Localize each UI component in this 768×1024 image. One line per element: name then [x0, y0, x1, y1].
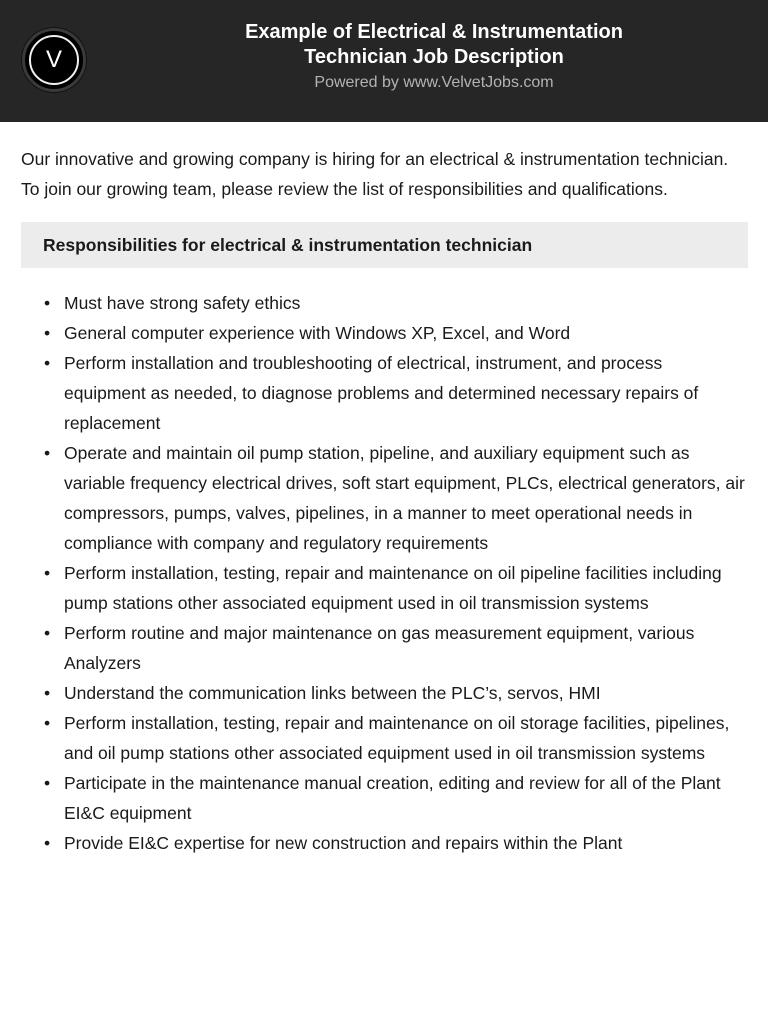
- intro-paragraph: Our innovative and growing company is hiring for an electrical & instrumentation technician. To join our growing team, please review the list of responsibilities and qualifications.: [21, 149, 729, 199]
- list-item-text: General computer experience with Windows XP, Excel, and Word: [64, 323, 571, 343]
- list-item: [44, 828, 748, 858]
- list-item: [44, 618, 748, 678]
- list-item-text: Participate in the maintenance manual creation, editing and review for all of the Plant EI&C equipment: [64, 773, 721, 823]
- list-item-text: Perform routine and major maintenance on gas measurement equipment, various Analyzers: [64, 623, 695, 673]
- list-item-text: Perform installation and troubleshooting of electrical, instrument, and process equipment as needed, to diagnose problems and determined necessary repairs of replacement: [64, 353, 699, 433]
- bullet-icon: •: [44, 713, 51, 733]
- page-title: Example of Electrical & Instrumentation Technician Job Description: [245, 21, 623, 68]
- main-content: [0, 122, 768, 858]
- logo-letter: V: [29, 35, 79, 85]
- responsibilities-list: [21, 288, 748, 858]
- list-item: [44, 318, 748, 348]
- bullet-icon: •: [44, 833, 51, 853]
- list-item: [44, 708, 748, 768]
- bullet-icon: •: [44, 293, 51, 313]
- bullet-icon: •: [44, 683, 51, 703]
- list-item: [44, 438, 748, 558]
- bullet-icon: •: [44, 563, 51, 583]
- list-item: [44, 558, 748, 618]
- header-text: [100, 20, 768, 92]
- list-item: [44, 768, 748, 828]
- bullet-icon: •: [44, 623, 51, 643]
- list-item-text: Understand the communication links between the PLC’s, servos, HMI: [64, 683, 601, 703]
- list-item: [44, 288, 748, 318]
- powered-by-link[interactable]: Powered by www.VelvetJobs.com: [314, 74, 554, 91]
- list-item-text: Provide EI&C expertise for new construction and repairs within the Plant: [64, 833, 623, 853]
- list-item-text: Must have strong safety ethics: [64, 293, 301, 313]
- list-item-text: Perform installation, testing, repair and maintenance on oil storage facilities, pipelines, and oil pump stations other associated equipment used in oil transmission systems: [64, 713, 730, 763]
- list-item-text: Perform installation, testing, repair and maintenance on oil pipeline facilities including pump stations other associated equipment used in oil transmission systems: [64, 563, 722, 613]
- responsibilities-heading: Responsibilities for electrical & instrumentation technician: [21, 222, 748, 268]
- bullet-icon: •: [44, 353, 51, 373]
- list-item: [44, 678, 748, 708]
- page-header: [0, 0, 768, 122]
- velvetjobs-logo[interactable]: [22, 28, 86, 92]
- list-item: [44, 348, 748, 438]
- bullet-icon: •: [44, 773, 51, 793]
- bullet-icon: •: [44, 443, 51, 463]
- list-item-text: Operate and maintain oil pump station, pipeline, and auxiliary equipment such as variable frequency electrical drives, soft start equipment, PLCs, electrical generators, air compressors, pumps, valves, pipelines, in a manner to meet operational needs in compliance with company and regulatory requirements: [64, 443, 745, 553]
- bullet-icon: •: [44, 323, 51, 343]
